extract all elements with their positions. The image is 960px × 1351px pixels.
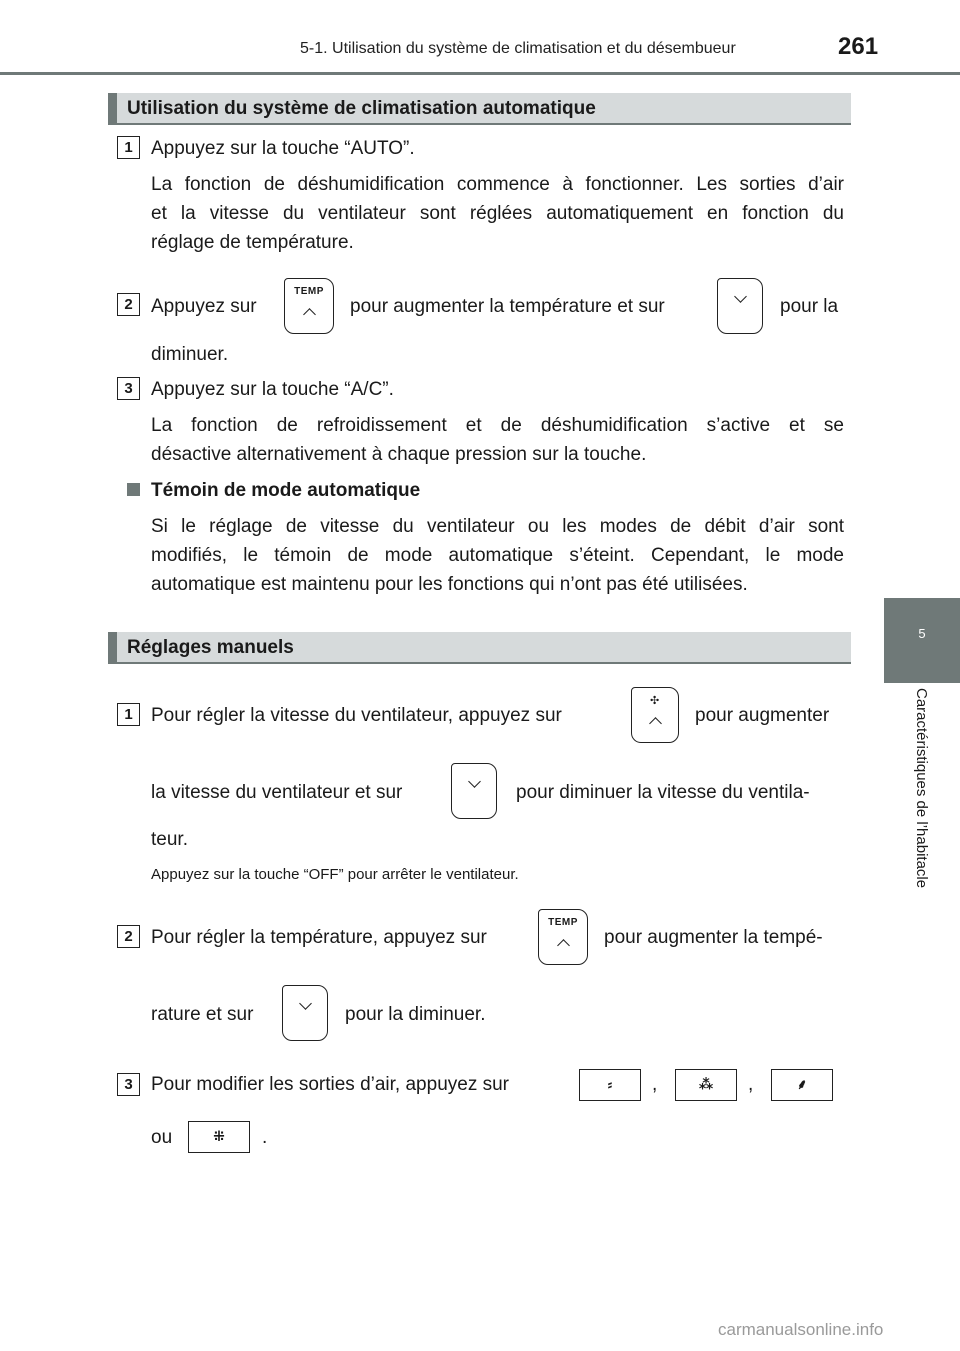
step-3-desc-line-2: désactive alternativement à chaque pression sur la touche. bbox=[151, 444, 647, 465]
step-2-text-a: Appuyez sur bbox=[151, 296, 257, 317]
watermark: carmanualsonline.info bbox=[718, 1320, 884, 1339]
section-heading-text: Utilisation du système de climatisation automatique bbox=[127, 98, 596, 119]
section-heading-auto bbox=[108, 93, 851, 125]
bi-level-vent-icon: ⁂ bbox=[675, 1069, 737, 1101]
manual-step-2-text-b: pour augmenter la tempé- bbox=[604, 927, 823, 948]
fan-icon: ✣ bbox=[650, 695, 660, 707]
section-heading-manual bbox=[108, 632, 851, 664]
manual-step-1-text-d: pour diminuer la vitesse du ventila- bbox=[516, 782, 810, 803]
temp-down-key bbox=[717, 278, 763, 334]
step-2-text-b: pour augmenter la température et sur bbox=[350, 296, 665, 317]
chevron-up-icon bbox=[303, 308, 316, 321]
comma-2: , bbox=[748, 1074, 754, 1095]
manual-step-3-text-a: Pour modifier les sorties d’air, appuyez sur bbox=[151, 1074, 509, 1095]
manual-step-number-2: 2 bbox=[117, 925, 140, 948]
fan-up-key bbox=[631, 687, 679, 743]
temp-up-key bbox=[538, 909, 588, 965]
chapter-label: Caractéristiques de l’habitacle bbox=[913, 688, 930, 889]
manual-step-number-3: 3 bbox=[117, 1073, 140, 1096]
step-number-2: 2 bbox=[117, 293, 140, 316]
word-ou: ou bbox=[151, 1127, 173, 1148]
note-line-3: automatique est maintenu pour les fonctions qui n’ont pas été utilisées. bbox=[151, 574, 748, 595]
header-rule bbox=[0, 72, 960, 75]
step-1-desc-line-2: et la vitesse du ventilateur sont réglées automatiquement en fonction du bbox=[151, 203, 844, 224]
manual-step-2-text-a: Pour régler la température, appuyez sur bbox=[151, 927, 487, 948]
temp-down-key bbox=[282, 985, 328, 1041]
manual-step-1-text-b: pour augmenter bbox=[695, 705, 830, 726]
manual-step-1-text-e: teur. bbox=[151, 829, 188, 850]
temp-key-label: TEMP bbox=[548, 917, 578, 928]
page-number: 261 bbox=[838, 33, 879, 60]
step-2-text-c: pour la bbox=[780, 296, 839, 317]
note-title: Témoin de mode automatique bbox=[151, 480, 421, 501]
temp-up-key bbox=[284, 278, 334, 334]
step-3-instruction: Appuyez sur la touche “A/C”. bbox=[151, 379, 394, 400]
note-bullet bbox=[127, 483, 140, 496]
chapter-number: 5 bbox=[918, 626, 926, 641]
note-line-2: modifiés, le témoin de mode automatique s’éteint. Cependant, le mode bbox=[151, 545, 844, 566]
temp-key-label: TEMP bbox=[294, 286, 324, 297]
manual-step-1-note: Appuyez sur la touche “OFF” pour arrêter le ventilateur. bbox=[151, 866, 519, 883]
chevron-up-icon bbox=[649, 717, 662, 730]
step-1-desc-line-1: La fonction de déshumidification commence à fonctionner. Les sorties d’air bbox=[151, 174, 844, 195]
section-heading-text: Réglages manuels bbox=[127, 637, 294, 658]
section-heading-bar bbox=[108, 93, 117, 125]
face-vent-icon: ⸗ bbox=[579, 1069, 641, 1101]
running-header: 5-1. Utilisation du système de climatisation et du désembueur bbox=[300, 40, 736, 57]
manual-step-number-1: 1 bbox=[117, 703, 140, 726]
final-period: . bbox=[262, 1127, 268, 1148]
section-heading-bar bbox=[108, 632, 117, 664]
manual-step-2-text-c: rature et sur bbox=[151, 1004, 254, 1025]
chapter-tab-rule bbox=[884, 680, 960, 683]
step-number-3: 3 bbox=[117, 377, 140, 400]
step-3-desc-line-1: La fonction de refroidissement et de déshumidification s’active et se bbox=[151, 415, 844, 436]
feet-defrost-vent-icon: ⁜ bbox=[188, 1121, 250, 1153]
step-2-text-d: diminuer. bbox=[151, 344, 229, 365]
manual-step-2-text-d: pour la diminuer. bbox=[345, 1004, 486, 1025]
chevron-down-icon bbox=[299, 997, 312, 1010]
fan-down-key bbox=[451, 763, 497, 819]
step-1-instruction: Appuyez sur la touche “AUTO”. bbox=[151, 138, 415, 159]
step-1-desc-line-3: réglage de température. bbox=[151, 232, 354, 253]
note-line-1: Si le réglage de vitesse du ventilateur ou les modes de débit d’air sont bbox=[151, 516, 844, 537]
comma-1: , bbox=[652, 1074, 658, 1095]
chevron-up-icon bbox=[557, 939, 570, 952]
chevron-down-icon bbox=[468, 775, 481, 788]
manual-step-1-text-a: Pour régler la vitesse du ventilateur, appuyez sur bbox=[151, 705, 562, 726]
manual-step-1-text-c: la vitesse du ventilateur et sur bbox=[151, 782, 403, 803]
feet-vent-icon: ⸙ bbox=[771, 1069, 833, 1101]
chevron-down-icon bbox=[734, 290, 747, 303]
step-number-1: 1 bbox=[117, 136, 140, 159]
